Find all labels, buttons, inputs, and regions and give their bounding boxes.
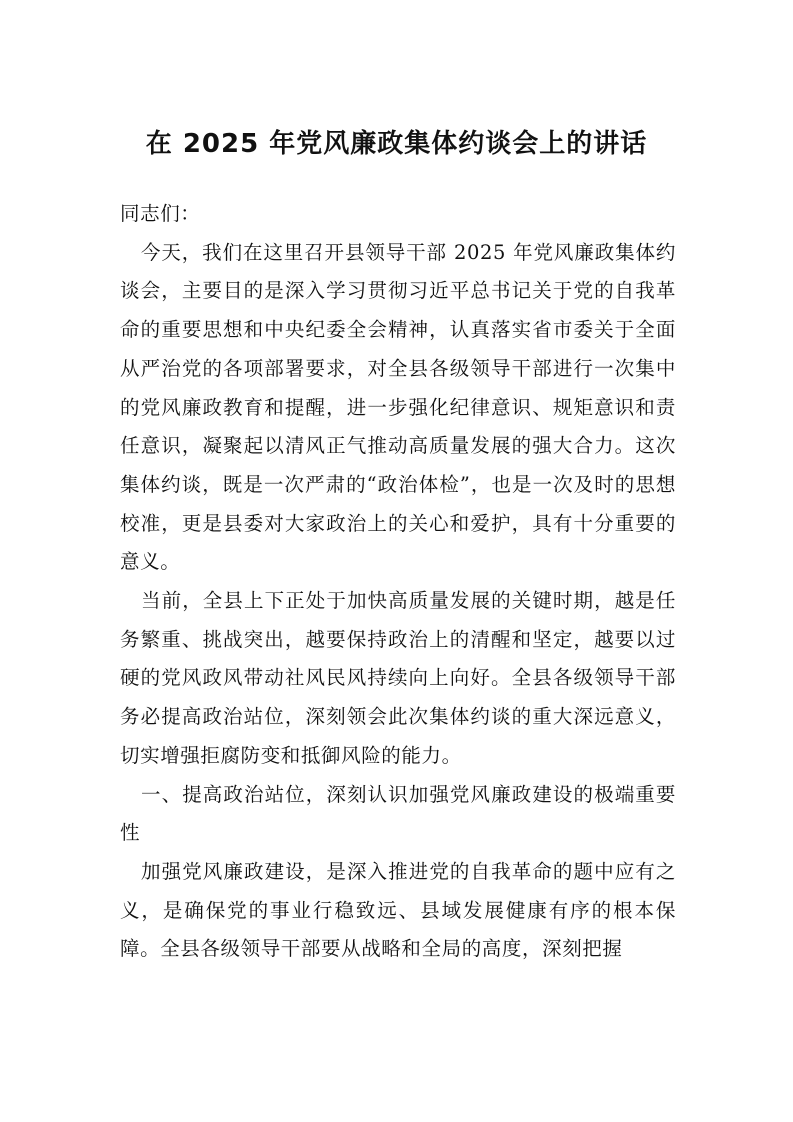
document-body <box>120 195 676 969</box>
salutation: 同志们： <box>120 202 201 225</box>
section-heading-1: 一、提高政治站位，深刻认识加强党风廉政建设的极端重要性 <box>120 782 676 845</box>
paragraph-current-situation: 当前，全县上下正处于加快高质量发展的关键时期，越是任务繁重、挑战突出，越要保持政治上的清醒和坚定，越要以过硬的党风政风带动社风民风持续向上向好。全县各级领导干部务必提高政治站位，深刻领会此次集体约谈的重大深远意义，切实增强拒腐防变和抵御风险的能力。 <box>120 589 676 767</box>
paragraph-section-1: 加强党风廉政建设，是深入推进党的自我革命的题中应有之义，是确保党的事业行稳致远、县域发展健康有序的根本保障。全县各级领导干部要从战略和全局的高度，深刻把握 <box>120 859 676 961</box>
document-title: 在 2025 年党风廉政集体约谈会上的讲话 <box>145 129 648 159</box>
paragraph-opening: 今天，我们在这里召开县领导干部 2025 年党风廉政集体约谈会，主要目的是深入学习贯彻习近平总书记关于党的自我革命的重要思想和中央纪委全会精神，认真落实省市委关于全面从严治党的各项部署要求，对全县各级领导干部进行一次集中的党风廉政教育和提醒，进一步强化纪律意识、规矩意识和责任意识，凝聚起以清风正气推动高质量发展的强大合力。这次集体约谈，既是一次严肃的“政治体检”，也是一次及时的思想校准，更是县委对大家政治上的关心和爱护，具有十分重要的意义。 <box>120 240 676 574</box>
